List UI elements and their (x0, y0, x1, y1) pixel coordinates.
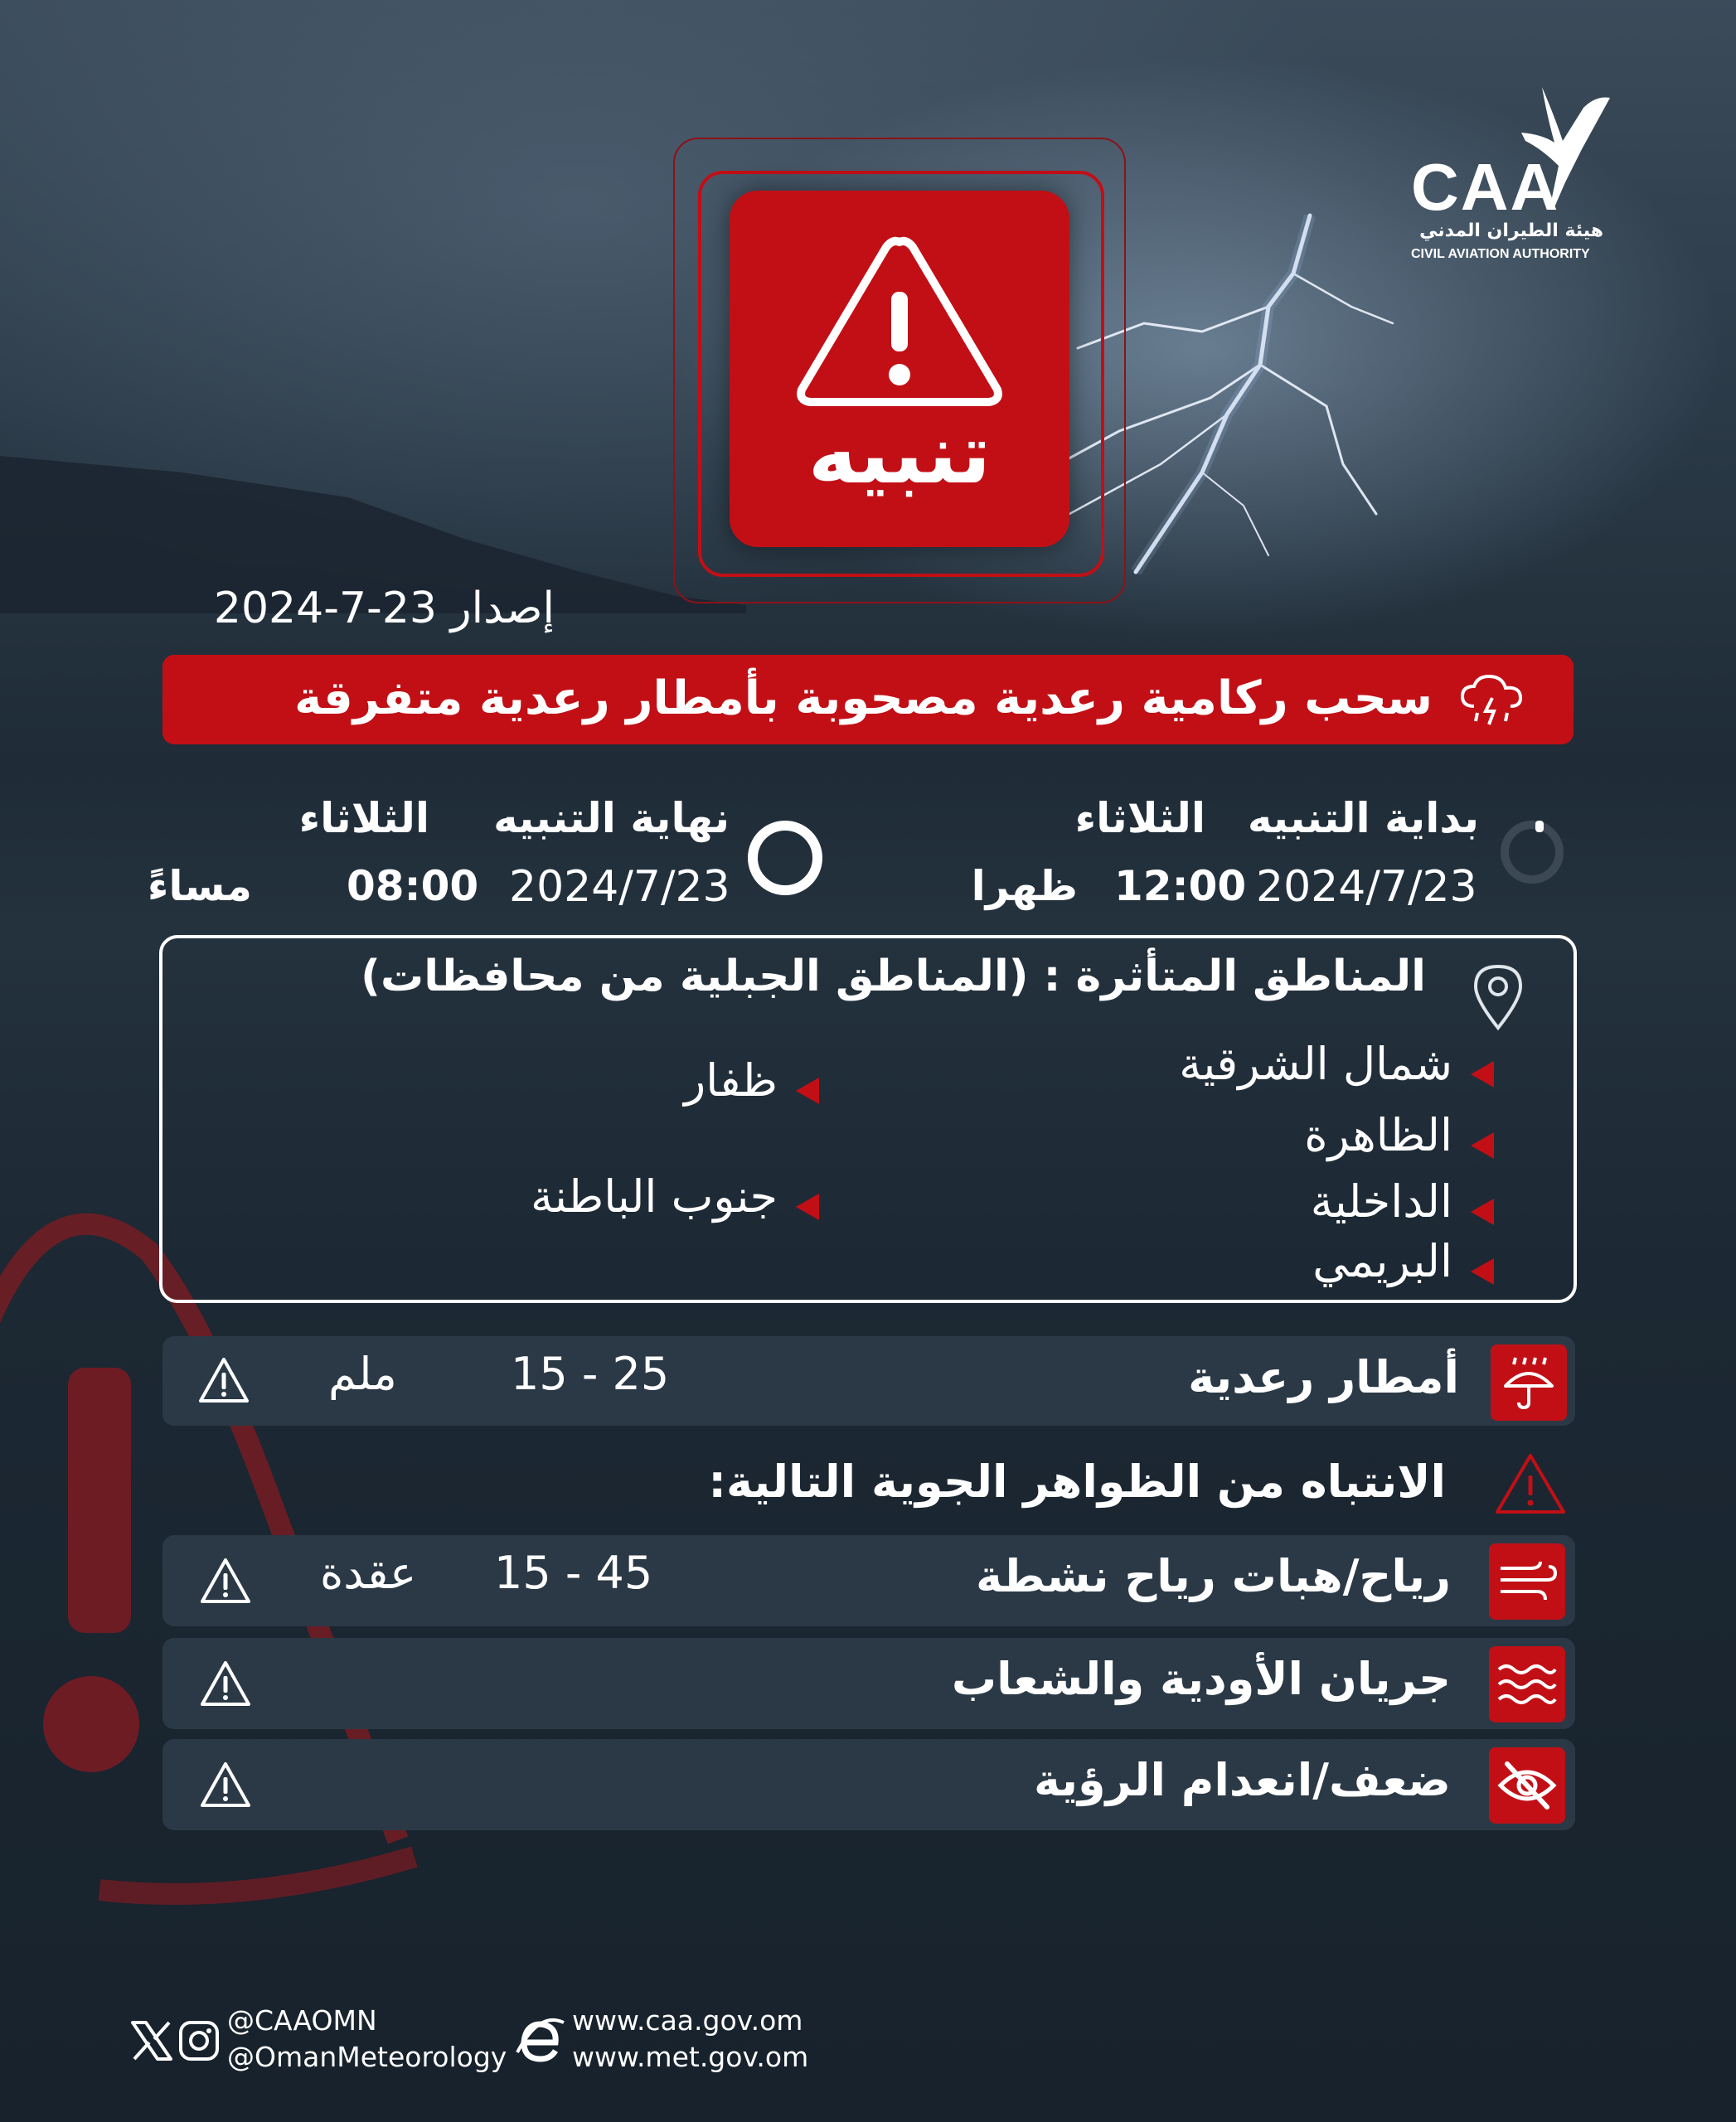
end-date: 2024/7/23 (509, 862, 730, 912)
issue-label-text: إصدار (450, 584, 555, 633)
phenomenon-row (162, 1739, 1575, 1830)
end-ring-icon (748, 821, 822, 895)
eye-off-icon (1496, 1761, 1559, 1810)
eye-off-icon-box (1489, 1747, 1565, 1824)
start-day: الثلاثاء (1074, 794, 1205, 842)
web-browser-icon (514, 2014, 565, 2066)
area-item (1162, 1235, 1494, 1298)
rain-row (162, 1336, 1575, 1426)
bullet-icon (1471, 1258, 1494, 1285)
waves-icon-box (1489, 1646, 1565, 1722)
phenomenon-value: 15 - 45 (494, 1547, 653, 1599)
phenomenon-label: جريان الأودية والشعاب (951, 1653, 1451, 1705)
social-handle[interactable]: @CAAOMN (227, 2004, 377, 2037)
area-item (487, 1054, 819, 1117)
area-item (1162, 1109, 1494, 1172)
wind-icon-box (1489, 1543, 1565, 1620)
area-name: الداخلية (1310, 1175, 1452, 1228)
end-day: الثلاثاء (298, 794, 429, 842)
headline-text: سحب ركامية رعدية مصحوبة بأمطار رعدية متفرقة (294, 671, 1433, 725)
caa-name-ar: هيئة الطيران المدني (1419, 220, 1603, 241)
bullet-icon (1471, 1132, 1494, 1159)
areas-box (159, 935, 1577, 1303)
warning-triangle-icon (197, 1356, 250, 1404)
phenomenon-label: رياح/هبات رياح نشطة (975, 1550, 1451, 1602)
start-period: ظهرا (971, 862, 1078, 910)
website-link[interactable]: www.met.gov.om (572, 2041, 809, 2073)
issue-date: 2024-7-23 (213, 584, 437, 633)
start-time: 12:00 (1114, 862, 1247, 910)
issue-label (214, 584, 555, 633)
attention-warning-icon (1492, 1451, 1569, 1517)
area-name: شمال الشرقية (1179, 1038, 1452, 1090)
bullet-icon (1471, 1061, 1494, 1088)
alert-badge-label: تنبيه (807, 405, 992, 502)
water-waves-icon (1496, 1661, 1559, 1708)
bullet-icon (796, 1078, 819, 1104)
alert-badge (730, 191, 1069, 547)
end-time: 08:00 (347, 862, 479, 910)
wind-icon (1497, 1557, 1557, 1606)
area-name: الظاهرة (1304, 1109, 1452, 1161)
bullet-icon (1471, 1199, 1494, 1225)
phenomenon-row (162, 1638, 1575, 1729)
rain-unit: ملم (328, 1348, 397, 1400)
attention-label: الانتباه من الظواهر الجوية التالية: (708, 1456, 1446, 1508)
area-item (1162, 1175, 1494, 1238)
rain-amount (328, 1348, 397, 1400)
caa-name-en: CIVIL AVIATION AUTHORITY (1411, 247, 1590, 261)
area-name: جنوب الباطنة (530, 1170, 778, 1223)
bullet-icon (796, 1194, 819, 1220)
phenomenon-row (162, 1535, 1575, 1626)
phenomenon-label: ضعف/انعدام الرؤية (1033, 1754, 1451, 1806)
website-link[interactable]: www.caa.gov.om (572, 2004, 803, 2037)
areas-title: المناطق المتأثرة : (المناطق الجبلية من محافظات) (361, 952, 1426, 1001)
warning-triangle-icon (199, 1761, 252, 1809)
area-name: ظفار (684, 1054, 778, 1107)
warning-triangle-icon (199, 1557, 252, 1605)
caa-logo (1401, 83, 1617, 274)
start-ring-marker (1535, 821, 1544, 832)
location-pin-icon (1472, 963, 1524, 1031)
rain-icon-box (1491, 1344, 1567, 1421)
rain-value: 15 - 25 (511, 1348, 670, 1400)
start-date: 2024/7/23 (1256, 862, 1477, 912)
umbrella-rain-icon (1502, 1354, 1555, 1411)
area-item (487, 1170, 819, 1233)
x-social-icon[interactable] (129, 2019, 174, 2062)
start-label: بداية التنبيه (1247, 794, 1479, 842)
social-handle[interactable]: @OmanMeteorology (227, 2041, 507, 2073)
start-ring-icon (1501, 821, 1564, 884)
area-name: البريمي (1312, 1235, 1452, 1287)
headline-bar (162, 655, 1574, 744)
thunder-cloud-icon (1459, 675, 1524, 728)
instagram-icon[interactable] (177, 2019, 221, 2062)
area-item (1162, 1038, 1494, 1101)
warning-triangle-icon (199, 1659, 252, 1708)
end-label: نهاية التنبيه (493, 794, 730, 842)
phenomenon-unit: عقدة (320, 1547, 417, 1599)
end-period: مساءً (147, 862, 252, 910)
rain-label: أمطار رعدية (1188, 1351, 1459, 1403)
warning-triangle-icon (792, 232, 1007, 410)
caa-wordmark: CAA (1411, 150, 1560, 224)
